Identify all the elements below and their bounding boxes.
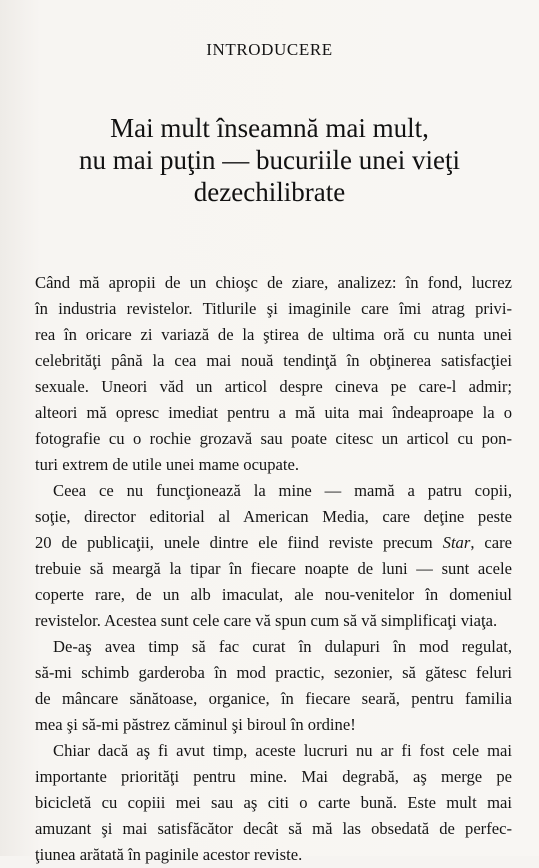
text-line: mea şi să-mi păstrez căminul şi biroul în ordine! [35, 715, 356, 734]
text-line: alteori mă opresc imediat pentru a mă uita mai îndeaproape la o [35, 403, 512, 422]
paragraph [35, 478, 512, 634]
text-line: celebrităţi până la cea mai nouă tendinţă în obţinerea satisfacţiei [35, 351, 512, 370]
body-text [35, 270, 512, 868]
text-line: De-aş avea timp să fac curat în dulapuri în mod regulat, [53, 637, 512, 656]
text-line: turi extrem de utile unei mame ocupate. [35, 455, 300, 474]
text-line: să-mi schimb garderoba în mod practic, sezonier, să gătesc feluri [35, 663, 512, 682]
text-line: trebuie să meargă la tipar în fiecare noapte de luni — sunt acele [35, 559, 512, 578]
title-line: dezechilibrate [193, 177, 346, 207]
text-line: coperte rare, de un alb imaculat, ale nou-venitelor în domeniul [35, 585, 512, 604]
chapter-title [0, 112, 539, 208]
text-line-with-italic [35, 530, 512, 556]
text-line: rea în oricare zi variază de la ştirea de ultima oră cu nunta unei [35, 325, 512, 344]
title-line: nu mai puţin — bucuriile unei vieţi [79, 145, 460, 175]
paragraph [35, 634, 512, 738]
text-segment: 20 de publicaţii, unele dintre ele fiind reviste precum [35, 533, 443, 552]
text-line: Chiar dacă aş fi avut timp, aceste lucruri nu ar fi fost cele mai [53, 741, 512, 760]
text-line: Când mă apropii de un chioşc de ziare, analizez: în fond, lucrez [35, 273, 512, 292]
text-line: sexuale. Uneori văd un articol despre cineva pe care-l admir; [35, 377, 512, 396]
text-line: bicicletă cu copiii mei sau aş citi o carte bună. Este mult mai [35, 793, 512, 812]
text-line: de mâncare sănătoase, organice, în fiecare seară, pentru familia [35, 689, 512, 708]
text-line: revistelor. Acestea sunt cele care vă spun cum să vă simplificaţi viaţa. [35, 611, 498, 630]
title-line: Mai mult înseamnă mai mult, [110, 113, 429, 143]
text-line: soţie, director editorial al American Media, care deţine peste [35, 507, 512, 526]
text-line: importante priorităţi pentru mine. Mai degrabă, aş merge pe [35, 767, 512, 786]
text-line: Ceea ce nu funcţionează la mine — mamă a patru copii, [53, 481, 512, 500]
text-segment: , care [470, 533, 512, 552]
chapter-header: INTRODUCERE [206, 40, 333, 59]
magazine-name: Star [442, 533, 471, 552]
paragraph [35, 738, 512, 868]
text-line: în industria revistelor. Titlurile şi imaginile care îmi atrag privi- [35, 299, 512, 318]
text-line: fotografie cu o rochie grozavă sau poate citesc un articol cu pon- [35, 429, 512, 448]
text-line: amuzant şi mai satisfăcător decât să mă las obsedată de perfec- [35, 819, 512, 838]
paragraph [35, 270, 512, 478]
text-line: ţiunea arătată în paginile acestor reviste. [35, 845, 303, 864]
